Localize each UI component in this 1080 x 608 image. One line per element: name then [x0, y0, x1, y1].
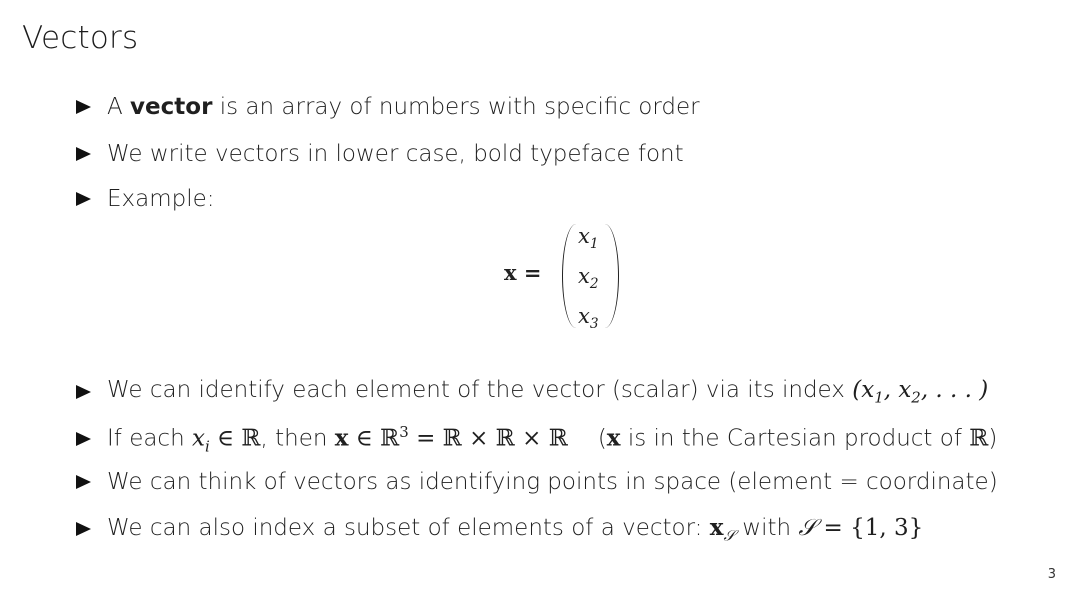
bullet-index — [76, 377, 988, 407]
vector-entry: $x_3$ — [578, 304, 599, 333]
bullet-arrow-icon — [76, 522, 91, 536]
bullet-real-space — [76, 423, 997, 455]
bullet-points-in-space — [76, 469, 998, 495]
bullet-vector-definition — [76, 94, 700, 120]
bullet-text: If each $x_i$ ∈ ℝ, then x ∈ ℝ$^3$ = ℝ × ℝ × ℝ (x is in the Cartesian product of ℝ) — [107, 423, 998, 456]
bullet-text: We can also index a subset of elements of a vector: $x_𝒮$ with 𝒮 = {1, 3} — [107, 514, 924, 545]
left-paren — [562, 224, 577, 328]
bullet-arrow-icon — [76, 385, 91, 399]
index-notation: ($x_1$, $x_2$, . . . ) — [852, 377, 989, 407]
bullet-text: We can identify each element of the vector (scalar) via its index ($x_1$, $x_2$, . . . ) — [107, 377, 989, 407]
bullet-arrow-icon — [76, 432, 91, 446]
bullet-notation — [76, 141, 684, 167]
bullet-arrow-icon — [76, 147, 91, 161]
bullet-arrow-icon — [76, 475, 91, 489]
bullet-text: We can think of vectors as identifying points in space (element = coordinate) — [107, 469, 998, 495]
slide-title: Vectors — [22, 20, 139, 56]
right-paren — [604, 224, 619, 328]
vector-entry: $x_2$ — [578, 264, 599, 293]
bullet-text: We write vectors in lower case, bold typeface font — [107, 141, 684, 167]
bullet-subset-index — [76, 514, 923, 545]
bullet-arrow-icon — [76, 100, 91, 114]
bullet-arrow-icon — [76, 192, 91, 206]
vector-entry: $x_1$ — [578, 224, 599, 253]
bullet-text: Example: — [107, 186, 215, 212]
bullet-example — [76, 186, 215, 212]
bold-term: vector — [130, 94, 213, 120]
equation-lhs: x = — [504, 260, 542, 285]
bullet-text: A vector is an array of numbers with specific order — [107, 94, 700, 120]
page-number: 3 — [1047, 567, 1056, 582]
vector-equation — [500, 220, 630, 332]
